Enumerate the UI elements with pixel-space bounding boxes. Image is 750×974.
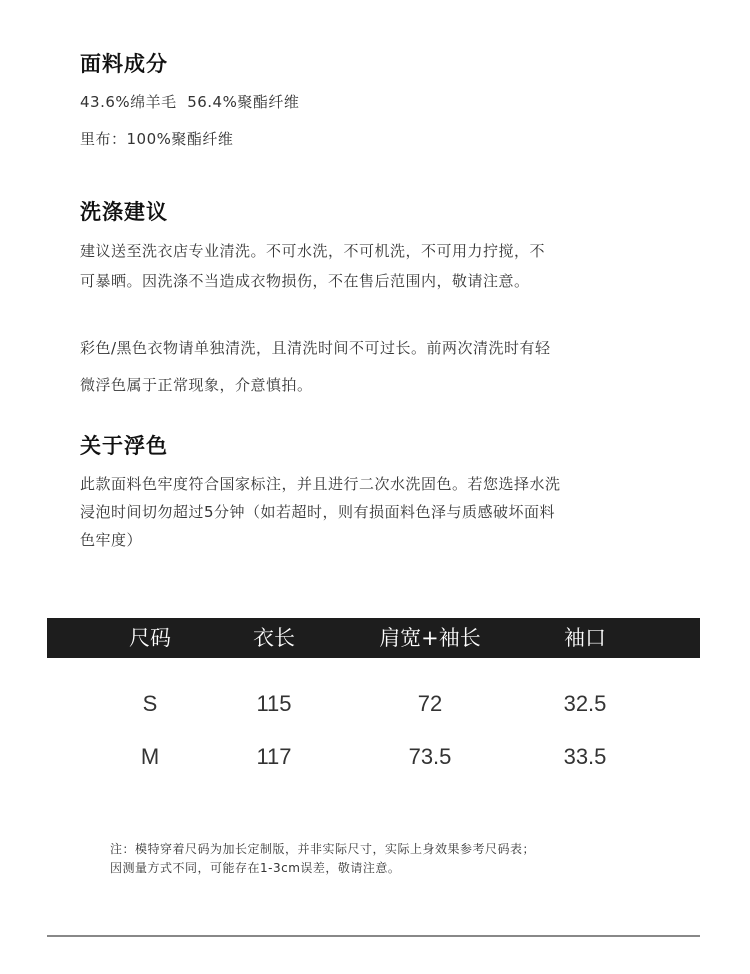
- table-row: [47, 737, 700, 777]
- cell-size: S: [142, 691, 158, 716]
- washing-paragraph-2: [80, 330, 700, 404]
- floating-color-title: 关于浮色: [80, 434, 168, 458]
- washing-para1-line2: 可暴晒。因洗涤不当造成衣物损伤，不在售后范围内，敬请注意。: [80, 272, 530, 290]
- cell-shoulder-sleeve: 73.5: [408, 744, 452, 769]
- cell-cuff: 32.5: [563, 691, 607, 716]
- size-table-header: [47, 618, 700, 658]
- fabric-title: 面料成分: [80, 52, 168, 76]
- header-cuff: 袖口: [564, 626, 606, 650]
- bottom-divider: [47, 935, 700, 937]
- washing-section: [80, 196, 700, 404]
- cell-size: M: [140, 744, 160, 769]
- fabric-section: [80, 48, 700, 158]
- table-row: [47, 684, 700, 724]
- washing-para1-line1: 建议送至洗衣店专业清洗。不可水洗，不可机洗，不可用力拧搅，不: [80, 242, 546, 260]
- floating-color-section: [80, 430, 700, 554]
- header-length: 衣长: [253, 626, 295, 650]
- fabric-composition: 43.6%绵羊毛 56.4%聚酯纤维: [80, 93, 300, 111]
- washing-title: 洗涤建议: [80, 200, 168, 224]
- header-size: 尺码: [129, 626, 171, 650]
- cell-length: 115: [256, 691, 292, 716]
- washing-para2-line2: 微浮色属于正常现象，介意慎拍。: [80, 376, 313, 394]
- floating-color-paragraph: [80, 470, 700, 554]
- washing-paragraph-1: [80, 236, 700, 296]
- floating-color-line3: 色牢度）: [80, 531, 143, 549]
- note-line1: 注：模特穿着尺码为加长定制版，并非实际尺寸，实际上身效果参考尺码表；: [110, 842, 536, 856]
- floating-color-line2: 浸泡时间切勿超过5分钟（如若超时，则有损面料色泽与质感破坏面料: [80, 503, 556, 521]
- washing-para2-line1: 彩色/黑色衣物请单独清洗，且清洗时间不可过长。前两次清洗时有轻: [80, 339, 551, 357]
- cell-cuff: 33.5: [563, 744, 607, 769]
- cell-length: 117: [256, 744, 292, 769]
- cell-shoulder-sleeve: 72: [417, 691, 443, 716]
- header-shoulder-sleeve: 肩宽+袖长: [379, 626, 481, 650]
- note-line2: 因测量方式不同，可能存在1-3cm误差，敬请注意。: [110, 861, 401, 875]
- fabric-lining: 里布：100%聚酯纤维: [80, 130, 234, 148]
- floating-color-line1: 此款面料色牢度符合国家标注，并且进行二次水洗固色。若您选择水洗: [80, 475, 561, 493]
- measurement-note: [110, 840, 535, 878]
